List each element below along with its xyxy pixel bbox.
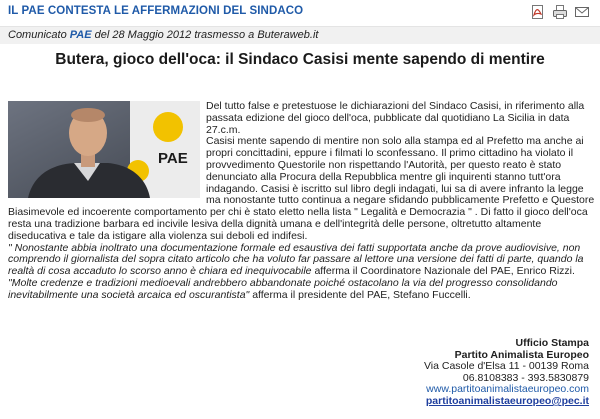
website-link[interactable]: www.partitoanimalistaeuropeo.com [426,383,589,396]
president-quote [8,278,600,302]
article-paragraph: Del tutto false e pretestuose le dichiarazioni del Sindaco Casisi, in riferimento alla passata edizione del gioco dell'oca, pubblicate dal quotidiano La Sicilia in data 27.c.m. [206,100,585,136]
photo-logo-text: PAE [158,150,188,167]
party-name: Partito Animalista Europeo [454,348,589,361]
press-release-meta [0,27,600,44]
article-paragraph: Casisi mente sapendo di mentire non solo alla stampa ed al Prefetto ma anche ai propri concittadini, eppure i filmati lo sconfessano. Il primo cittadino ha violato il provvedimento Questorile non rispettando l'Autorità, per questo reato è stato denunciato alla Procura della Repubblica mentre gli inquirenti stanno tutt'ora indagando. Casisi è iscritto sul libro degli indagati, lui sa di avere infranto la legge ma nonostante tutto continua a negare sfidando pubblicamente Prefetto e Questore [206,135,595,207]
article-body [8,101,600,302]
meta-prefix: Comunicato [8,29,67,41]
article-photo [8,101,200,198]
quote-attribution: afferma il presidente del PAE, Stefano Fuccelli. [249,288,471,301]
meta-source: Buteraweb.it [257,29,319,41]
coordinator-quote [8,243,600,278]
quote-attribution: afferma il Coordinatore Nazionale del PAE, Enrico Rizzi. [311,265,575,278]
press-office-signature [424,338,589,408]
article-headline: Butera, gioco dell'oca: il Sindaco Casisi mente sapendo di mentire [55,51,545,68]
email-icon[interactable] [574,4,590,20]
quote-text: " Nonostante abbia inoltrato una documentazione formale ed esaustiva dei fatti supportata anche da prove audiovisive, non comprendo il giornalista del sopra citato articolo che ha voluto far passare al lettore una versione dei fatti di parte, quando la realtà di cosa accaduto lo scorso anno è chiara ed inequivocabile [8,241,584,278]
meta-org: PAE [69,29,92,41]
print-icon[interactable] [552,4,568,20]
address: Via Casole d'Elsa 11 - 00139 Roma [423,360,589,373]
article-tools [530,4,590,20]
section-title: IL PAE CONTESTA LE AFFERMAZIONI DEL SINDACO [8,5,304,17]
meta-date: del 28 Maggio 2012 trasmesso a [94,29,255,41]
pdf-icon[interactable] [530,4,546,20]
article-paragraph: Biasimevole ed incoerente comportamento per chi è stato eletto nella lista " Legalità e Democrazia " . Di fatto il gioco dell'oca resta una tradizione barbara ed incivile lesiva della dignità umana e dell'integrità delle persone, oltretutto altamente diseducativa e tale da istigare alla violenza sui deboli ed indifesi. [8,206,588,242]
email-link[interactable]: partitoanimalistaeuropeo@pec.it [425,394,589,407]
press-office-label: Ufficio Stampa [515,337,589,349]
quote-text: "Molte credenze e tradizioni medioevali andrebbero abbandonate poiché ostacolano la via del progresso consolidando inevitabilmente una società arcaica ed oscurantista" [8,276,558,301]
article-header [0,0,600,27]
phone-numbers: 06.8108383 - 393.5830879 [462,371,589,384]
